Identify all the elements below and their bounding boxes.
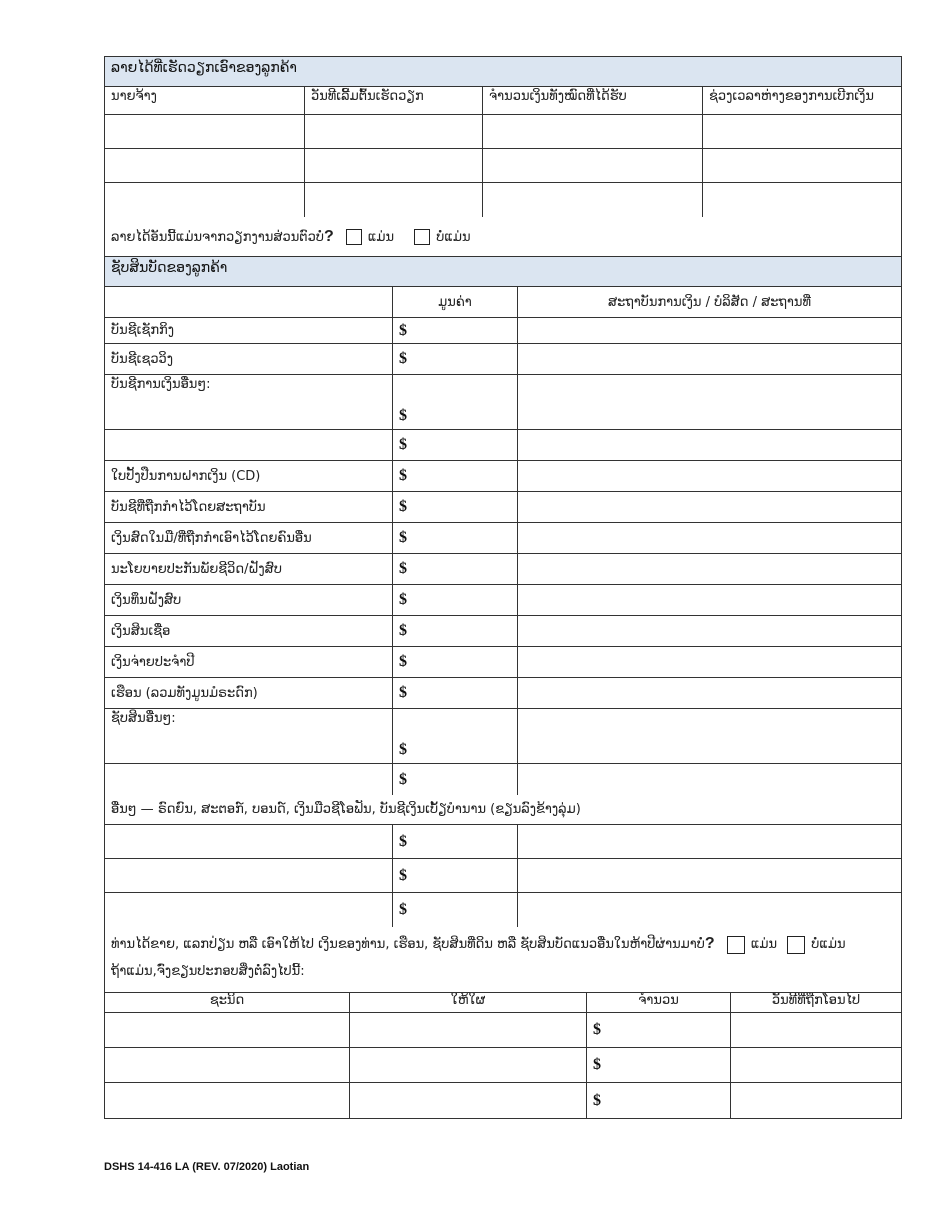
asset-value-field[interactable]: $ [393, 344, 518, 374]
asset-row [105, 344, 901, 375]
transfer-amount-field[interactable]: $ [587, 1013, 731, 1047]
transfer-question-row [105, 927, 901, 993]
yes-label: ແມ່ນ [367, 229, 395, 245]
transfer-no-checkbox[interactable] [787, 936, 805, 954]
asset-institution-field[interactable] [518, 709, 901, 763]
asset-value-field[interactable]: $ [393, 893, 518, 927]
other-asset-description-field[interactable] [105, 859, 393, 892]
other-asset-row [105, 859, 901, 893]
self-employment-row [105, 217, 901, 257]
transfer-type-field[interactable] [105, 1048, 350, 1082]
income-row [105, 183, 901, 217]
transfer-to-whom-field[interactable] [350, 1048, 587, 1082]
transfer-to-whom-field[interactable] [350, 1083, 587, 1118]
gross-amount-field[interactable] [483, 115, 703, 148]
income-section-header [105, 57, 901, 87]
income-header-row [105, 87, 901, 115]
gross-amount-field[interactable] [483, 149, 703, 182]
employer-field[interactable] [105, 149, 305, 182]
start-date-field[interactable] [305, 183, 483, 217]
col-pay-frequency: ຊ່ວງເວລາຫ່າງຂອງການເບີກເງິນ [709, 89, 874, 104]
self-employment-yes-checkbox[interactable] [346, 229, 362, 245]
self-employment-no-checkbox[interactable] [414, 229, 430, 245]
asset-value-field[interactable]: $ [393, 709, 518, 763]
income-section-title: ລາຍໄດ້ທີ່ເຮັດວຽກເອົາຂອງລູກຄ້າ [105, 57, 901, 86]
col-amount: ຈຳນວນ [587, 993, 731, 1012]
col-to-whom: ໃຫ້ໃຜ [350, 993, 587, 1012]
asset-value-field[interactable]: $ [393, 678, 518, 708]
transfer-amount-field[interactable]: $ [587, 1048, 731, 1082]
col-asset-type [105, 287, 393, 317]
asset-institution-field[interactable] [518, 318, 901, 343]
pay-frequency-field[interactable] [703, 115, 901, 148]
asset-value-field[interactable]: $ [393, 616, 518, 646]
asset-institution-field[interactable] [518, 893, 901, 927]
asset-row [105, 554, 901, 585]
income-row [105, 115, 901, 149]
asset-label [105, 430, 393, 460]
transfer-yes-checkbox[interactable] [727, 936, 745, 954]
asset-value-field[interactable]: $ [393, 764, 518, 795]
transfer-row [105, 1083, 901, 1118]
transfer-question: ທ່ານໄດ້ຂາຍ, ແລກປ່ຽນ ຫລື ເອົາໃຫ້ໄປ ເງິນຂອງທ່ານ, ເຮືອນ, ຊັບສິນທີ່ດິນ ຫລື ຊັບສິນບັດແນວອື່ນໃນຫ້າປີຜ່ານມາບໍ່ [111, 937, 705, 952]
asset-institution-field[interactable] [518, 344, 901, 374]
client-form [104, 56, 902, 1119]
asset-institution-field[interactable] [518, 859, 901, 892]
no-label: ບໍ່ແມ່ນ [436, 229, 471, 245]
asset-institution-field[interactable] [518, 585, 901, 615]
asset-label: ເງິນສົດໃນມື/ທີ່ຖືກກຳເອົາໄວ້ໂດຍຄົນອື່ນ [105, 523, 393, 553]
question-mark: ? [704, 935, 715, 952]
employer-field[interactable] [105, 115, 305, 148]
other-asset-description-field[interactable] [105, 893, 393, 927]
transfer-type-field[interactable] [105, 1013, 350, 1047]
asset-row [105, 430, 901, 461]
col-value: ມູນຄ່າ [393, 287, 518, 317]
asset-value-field[interactable]: $ [393, 430, 518, 460]
transfer-row [105, 1013, 901, 1048]
asset-institution-field[interactable] [518, 554, 901, 584]
start-date-field[interactable] [305, 149, 483, 182]
transfer-instruction: ຖ້າແມ່ນ,ຈົ່ງຂຽນປະກອບສິ່ງຕໍ່ລົງໄປນີ້: [111, 963, 305, 979]
self-employment-question: ລາຍໄດ້ອັນນີ້ແມ່ນຈາກວຽກງານສ່ວນຕົວບໍ່ [111, 229, 324, 245]
other-assets-heading-row [105, 795, 901, 825]
asset-row [105, 461, 901, 492]
asset-label: ບັນຊີເຊວວິງ [105, 344, 393, 374]
asset-institution-field[interactable] [518, 764, 901, 795]
asset-value-field[interactable]: $ [393, 461, 518, 491]
asset-row [105, 647, 901, 678]
asset-institution-field[interactable] [518, 678, 901, 708]
gross-amount-field[interactable] [483, 183, 703, 217]
assets-header-row [105, 287, 901, 318]
asset-label: ບັນຊີເຊັກກິງ [105, 318, 393, 343]
transfer-date-field[interactable] [731, 1083, 901, 1118]
asset-value-field[interactable]: $ [393, 492, 518, 522]
start-date-field[interactable] [305, 115, 483, 148]
asset-label: ບັນຊີທີ່ຖືກກຳໄວ້ໂດຍສະຖາບັນ [105, 492, 393, 522]
employer-field[interactable] [105, 183, 305, 217]
asset-value-field[interactable]: $ [393, 375, 518, 429]
form-footer: DSHS 14-416 LA (REV. 07/2020) Laotian [104, 1161, 310, 1173]
asset-row [105, 492, 901, 523]
asset-value-field[interactable]: $ [393, 318, 518, 343]
asset-institution-field[interactable] [518, 616, 901, 646]
asset-value-field[interactable]: $ [393, 647, 518, 677]
transfer-header-row [105, 993, 901, 1013]
asset-institution-field[interactable] [518, 523, 901, 553]
asset-label: ເຮືອນ (ລວມທັງມູນມໍຣະດົກ) [105, 678, 393, 708]
asset-label: ຊັບສິນອື່ນໆ: [105, 709, 393, 763]
asset-label: ເງິນທຶນຝັງສົບ [105, 585, 393, 615]
asset-institution-field[interactable] [518, 375, 901, 429]
assets-section-title: ຊັບສິນບັດຂອງລູກຄ້າ [105, 257, 901, 286]
asset-institution-field[interactable] [518, 492, 901, 522]
no-label: ບໍ່ແມ່ນ [811, 937, 846, 952]
other-asset-row [105, 825, 901, 859]
other-asset-row [105, 893, 901, 927]
asset-label: ນະໂຍບາຍປະກັນພັຍຊີວິດ/ຝັງສົບ [105, 554, 393, 584]
asset-row [105, 616, 901, 647]
transfer-to-whom-field[interactable] [350, 1013, 587, 1047]
transfer-date-field[interactable] [731, 1013, 901, 1047]
col-start-date: ວັນທີເລີ້ມຕົ້ນເຮັດວຽກ [305, 87, 483, 114]
asset-institution-field[interactable] [518, 647, 901, 677]
assets-section-header [105, 257, 901, 287]
asset-row [105, 764, 901, 795]
asset-label: ເງິນຈ່າຍປະຈຳປີ [105, 647, 393, 677]
other-assets-heading: ອື່ນໆ — ຣົດຍົນ, ສະຕອກ໌, ບອນດ໌, ເງິນມືວຊີໂອຟັນ, ບັນຊີເງິນເບັ້ຽບຳນານ (ຂຽນລົງຂ້າງລຸ່ມ) [111, 802, 581, 817]
other-asset-description-field[interactable] [105, 825, 393, 858]
asset-institution-field[interactable] [518, 430, 901, 460]
pay-frequency-field[interactable] [703, 149, 901, 182]
asset-row [105, 375, 901, 430]
asset-value-field[interactable]: $ [393, 825, 518, 858]
asset-label [105, 764, 393, 795]
col-gross-amount: ຈຳນວນເງິນທັງໝົດທີ່ໄດ້ຮັບ [483, 87, 703, 114]
transfer-date-field[interactable] [731, 1048, 901, 1082]
col-employer: ນາຍຈ້າງ [105, 87, 305, 114]
asset-row [105, 523, 901, 554]
asset-row [105, 318, 901, 344]
yes-label: ແມ່ນ [750, 937, 778, 952]
col-type: ຊະນິດ [105, 993, 350, 1012]
asset-label: ບັນຊີການເງິນອື່ນໆ: [105, 375, 393, 429]
transfer-row [105, 1048, 901, 1083]
transfer-type-field[interactable] [105, 1083, 350, 1118]
asset-institution-field[interactable] [518, 461, 901, 491]
question-mark: ? [323, 227, 334, 245]
asset-institution-field[interactable] [518, 825, 901, 858]
asset-value-field[interactable]: $ [393, 523, 518, 553]
asset-value-field[interactable]: $ [393, 585, 518, 615]
col-institution: ສະຖາບັນການເງິນ / ບໍລິສັດ / ສະຖານທີ່ [608, 294, 811, 310]
income-row [105, 149, 901, 183]
asset-row [105, 709, 901, 764]
asset-label: ໃບປັ້ງປືນການຝາກເງິນ (CD) [105, 461, 393, 491]
asset-row [105, 678, 901, 709]
asset-row [105, 585, 901, 616]
asset-value-field[interactable]: $ [393, 554, 518, 584]
pay-frequency-field[interactable] [703, 183, 901, 217]
transfer-amount-field[interactable]: $ [587, 1083, 731, 1118]
col-transfer-date: ວັນທີທີ່ຖືກໂອນໄປ [771, 993, 861, 1008]
asset-value-field[interactable]: $ [393, 859, 518, 892]
asset-label: ເງິນສິນເຊື່ອ [105, 616, 393, 646]
